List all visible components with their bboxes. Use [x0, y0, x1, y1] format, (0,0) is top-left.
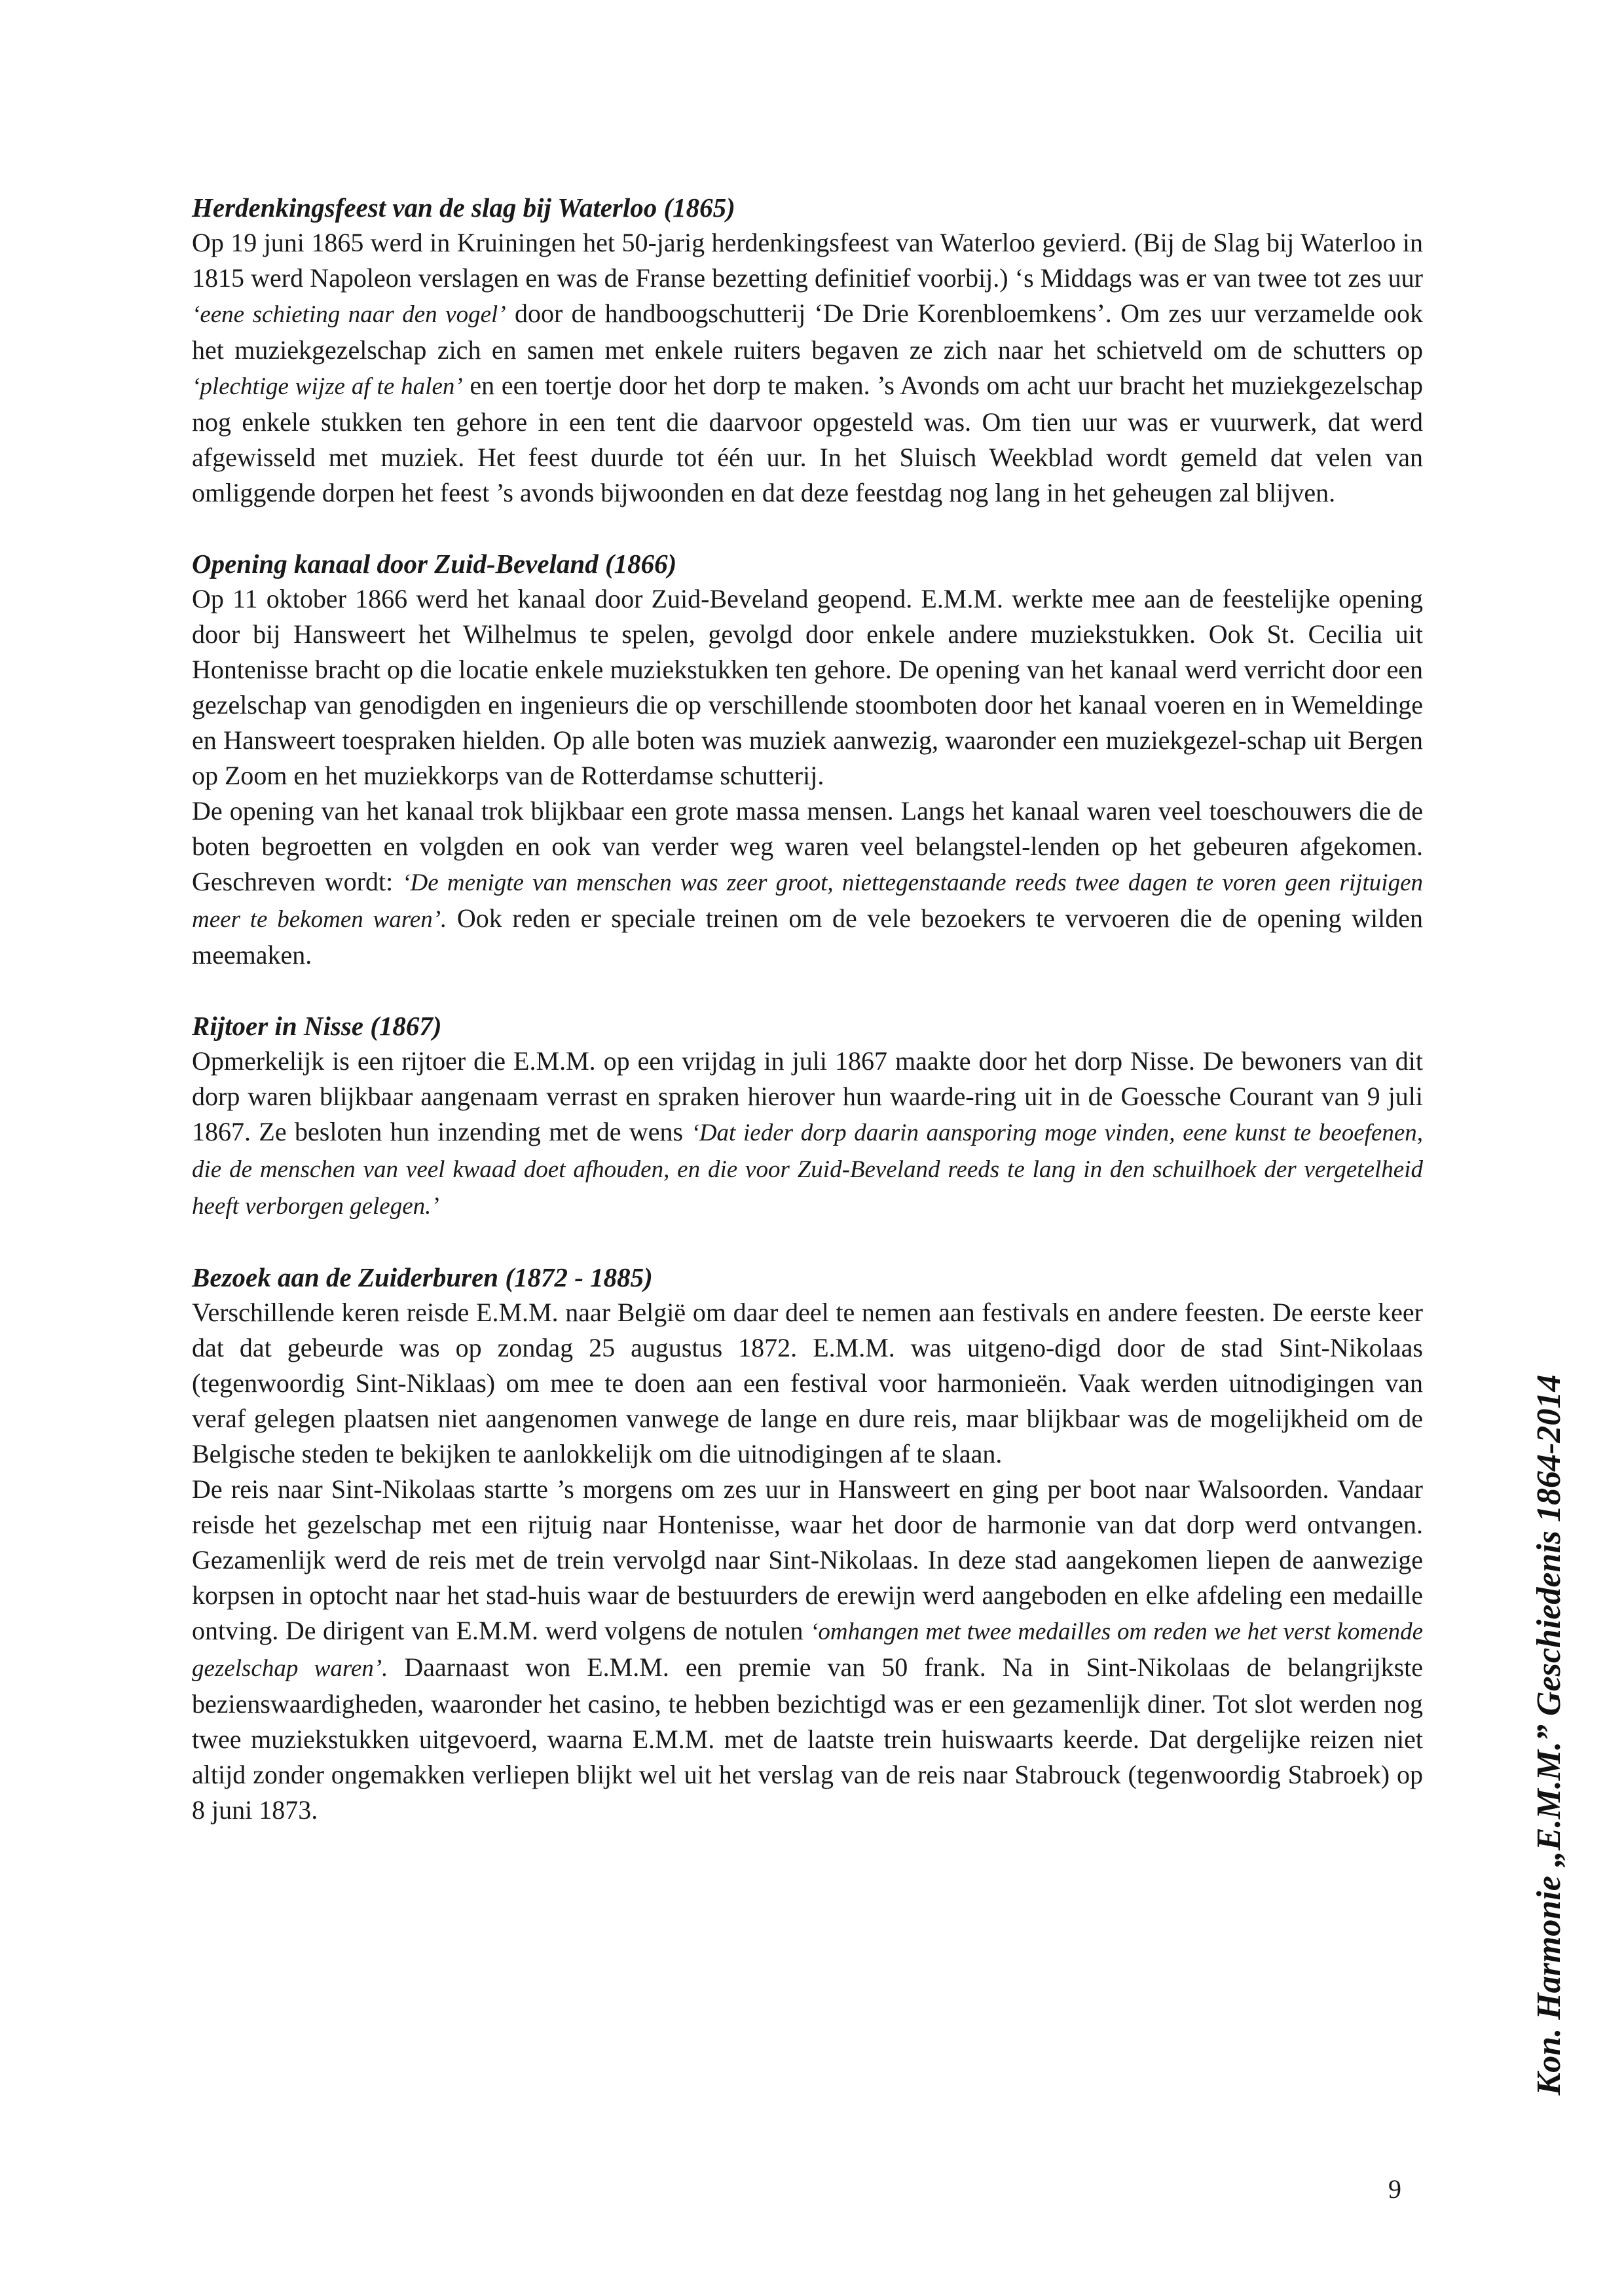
section [192, 1260, 1423, 1828]
text-run: Opmerkelijk is een rijtoer die E.M.M. op een vrijdag in juli 1867 maakte door het dorp Nisse. De bewoners van dit dorp waren blijkbaar aangenaam verrast en spraken hierover hun waarde-ring uit in de Goessche Courant van 9 juli 1867. Ze besloten hun inzending met de wens [192, 1046, 1423, 1146]
quotation: ‘omhangen met twee medailles om reden we het verst komende gezelschap waren’. [192, 1618, 1423, 1682]
text-run: en een toertje door het dorp te maken. ’s Avonds om acht uur bracht het muziekgezelschap nog enkele stukken ten gehore in een tent die daarvoor opgesteld was. Om tien uur was er vuurwerk, dat werd afgewisseld met muziek. Het feest duurde tot één uur. In het Sluisch Weekblad wordt gemeld dat velen van omliggende dorpen het feest ’s avonds bijwoonden en dat deze feestdag nog lang in het geheugen zal blijven. [192, 371, 1423, 507]
section-heading: Bezoek aan de Zuiderburen (1872 - 1885) [192, 1262, 653, 1292]
paragraph [192, 1044, 1423, 1224]
quotation: ‘plechtige wijze af te halen’ [192, 373, 463, 400]
paragraph [192, 793, 1423, 973]
text-run: De reis naar Sint-Nikolaas startte ’s morgens om zes uur in Hansweert en ging per boot naar Walsoorden. Vandaar reisde het gezelschap met een rijtuig naar Hontenisse, waar het door de harmonie van dat dorp werd ontvangen. Gezamenlijk werd de reis met de trein vervolgd naar Sint-Nikolaas. In deze stad aangekomen liepen de aanwezige korpsen in optocht naar het stad-huis waar de bestuurders de erewijn werd aangeboden en elke afdeling een medaille ontving. De dirigent van E.M.M. werd volgens de notulen [192, 1474, 1423, 1645]
page-number: 9 [1388, 2174, 1401, 2204]
text-run: Ook reden er speciale treinen om de vele bezoekers te vervoeren die de opening wilden meemaken. [192, 903, 1423, 970]
quotation: ‘De menigte van menschen was zeer groot, niettegenstaande reeds twee dagen te voren geen rijtuigen meer te bekomen waren’. [192, 869, 1423, 933]
section-heading: Rijtoer in Nisse (1867) [192, 1011, 442, 1041]
text-run: Op 11 oktober 1866 werd het kanaal door Zuid-Beveland geopend. E.M.M. werkte mee aan de feestelijke opening door bij Hansweert het Wilhelmus te spelen, gevolgd door enkele andere muziekstukken. Ook St. Cecilia uit Hontenisse bracht op die locatie enkele muziekstukken ten gehore. De opening van het kanaal werd verricht door een gezelschap van genodigden en ingenieurs die op verschillende stoomboten door het kanaal voeren en in Wemeldinge en Hansweert toespraken hielden. Op alle boten was muziek aanwezig, waaronder een muziekgezel-schap uit Bergen op Zoom en het muziekkorps van de Rotterdamse schutterij. [192, 584, 1423, 790]
article-body [192, 190, 1423, 1863]
running-title: Kon. Harmonie „E.M.M.” Geschiedenis 1864-2014 [1530, 1374, 1568, 2096]
text-run: Op 19 juni 1865 werd in Kruiningen het 50-jarig herdenkingsfeest van Waterloo gevierd. (Bij de Slag bij Waterloo in 1815 werd Napoleon verslagen en was de Franse bezetting definitief voorbij.) ‘s Middags was er van twee tot zes uur [192, 228, 1423, 293]
paragraph [192, 225, 1423, 511]
section-heading: Herdenkingsfeest van de slag bij Waterloo (1865) [192, 192, 735, 223]
section [192, 1008, 1423, 1224]
quotation: ‘Dat ieder dorp daarin aansporing moge vinden, eene kunst te beoefenen, die de menschen van veel kwaad doet afhouden, en die voor Zuid-Beveland reeds te lang in den schuilhoek der vergetelheid heeft verborgen gelegen.’ [192, 1120, 1423, 1220]
section [192, 190, 1423, 511]
paragraph [192, 1472, 1423, 1828]
text-run: Verschillende keren reisde E.M.M. naar België om daar deel te nemen aan festivals en andere feesten. De eerste keer dat dat gebeurde was op zondag 25 augustus 1872. E.M.M. was uitgeno-digd door de stad Sint-Nikolaas (tegenwoordig Sint-Niklaas) om mee te doen aan een festival voor harmonieën. Vaak werden uitnodigingen van veraf gelegen plaatsen niet aangenomen vanwege de lange en dure reis, maar blijkbaar was de mogelijkheid om de Belgische steden te bekijken te aanlokkelijk om die uitnodigingen af te slaan. [192, 1298, 1423, 1468]
section-heading: Opening kanaal door Zuid-Beveland (1866) [192, 549, 677, 579]
section [192, 546, 1423, 973]
quotation: ‘eene schieting naar den vogel’ [192, 301, 506, 328]
text-run: door de handboogschutterij ‘De Drie Korenbloemkens’. Om zes uur verzamelde ook het muziekgezelschap zich en samen met enkele ruiters begaven ze zich naar het schietveld om de schutters op [192, 299, 1423, 365]
paragraph [192, 1295, 1423, 1472]
text-run: Daarnaast won E.M.M. een premie van 50 frank. Na in Sint-Nikolaas de belangrijkste bezienswaardigheden, waaronder het casino, te hebben bezichtigd was er een gezamenlijk diner. Tot slot werden nog twee muziekstukken uitgevoerd, waarna E.M.M. met de laatste trein huiswaarts keerde. Dat dergelijke reizen niet altijd zonder ongemakken verliepen blijkt wel uit het verslag van de reis naar Stabrouck (tegenwoordig Stabroek) op 8 juni 1873. [192, 1652, 1424, 1825]
text-run: De opening van het kanaal trok blijkbaar een grote massa mensen. Langs het kanaal waren veel toeschouwers die de boten begroetten en volgden en ook van verder weg waren veel belangstel-lenden op het gebeuren afgekomen. Geschreven wordt: [192, 796, 1423, 896]
paragraph [192, 581, 1423, 793]
